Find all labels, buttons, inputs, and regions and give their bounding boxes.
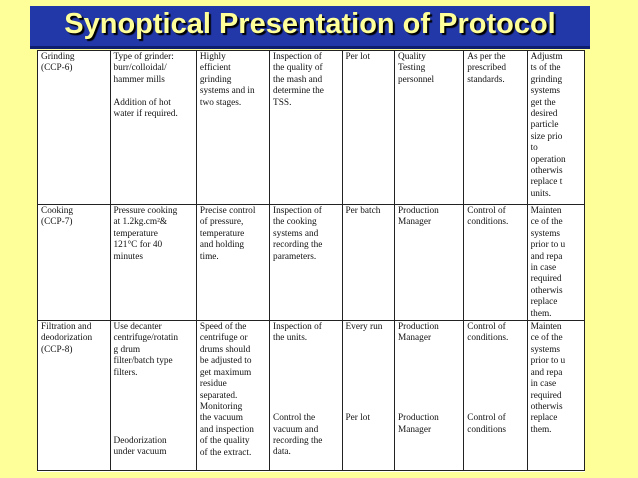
cell-text-line: Highly [199,52,226,62]
cell-text-line: get maximum [199,367,252,378]
cell-spacer [114,402,193,413]
cell-text-line: and repa [530,367,563,378]
cell-text-line: otherwis [530,401,563,412]
cell-spacer [467,390,523,401]
cell-text-line: replace t [530,177,563,188]
cell-text-line: TSS. [273,97,292,108]
cell-spacer [273,402,338,413]
cell-text-line: Inspection of [273,52,322,62]
table-cell [110,51,196,205]
cell-text-line: 121°C for 40 [113,240,163,251]
cell-text-line: Adjustm [530,52,563,62]
cell-text-line: two stages. [199,97,242,108]
cell-text-line: Production [398,413,439,424]
cell-text-line: required [530,274,562,285]
cell-text-line: Cooking [41,206,74,216]
cell-spacer [346,368,392,379]
cell-text-line: standards. [467,74,505,85]
cell-spacer [398,379,460,390]
cell-text-line: Precise control [199,206,256,216]
cell-spacer [398,356,460,367]
cell-text-line: Manager [398,217,432,228]
cell-text-line: Per lot [345,52,371,62]
cell-spacer [273,368,338,379]
cell-text-line: residue [199,379,227,390]
protocol-document [37,50,585,472]
table-cell [196,51,269,205]
table-cell [395,51,464,205]
cell-text-line: the units. [273,333,308,344]
cell-text-line: Control of [467,322,506,333]
cell-spacer [398,368,460,379]
cell-spacer [467,368,523,379]
cell-spacer [273,356,338,367]
cell-text-line: Grinding [41,52,75,62]
cell-text-line: water if required. [113,109,178,120]
cell-spacer [467,379,523,390]
table-row [38,321,585,471]
slide-title: Synoptical Presentation of Protocol [64,8,556,40]
cell-text-line: Production [398,206,439,216]
cell-text-line: Monitoring [199,401,243,412]
cell-text-line: to [530,143,538,154]
cell-text-line: and inspection [199,424,254,435]
table-cell [395,205,464,321]
cell-text-line: Mainten [530,206,562,216]
table-cell [110,321,196,471]
cell-text-line: desired [530,109,558,120]
table-cell [38,51,111,205]
cell-text-line: in case [530,263,557,274]
cell-text-line: systems [530,86,561,97]
cell-text-line: personnel [398,74,435,85]
cell-text-line: drums should [199,344,251,355]
cell-text-line: Quality [398,52,426,62]
cell-text-line: ce of the [530,217,563,228]
table-cell [464,321,527,471]
table-cell [464,205,527,321]
cell-text-line: systems and [273,228,319,239]
cell-text-line: Control the [273,413,316,424]
cell-text-line: (CCP-8) [41,344,73,355]
cell-text-line: minutes [113,251,143,262]
cell-text-line: systems [530,228,561,239]
cell-text-line: time. [199,251,219,262]
table-row [38,51,585,205]
cell-text-line: filter/batch type [113,356,173,367]
table-cell [527,321,584,471]
cell-text-line: be adjusted to [199,356,252,367]
table-cell [270,51,342,205]
cell-text-line: units. [530,188,551,199]
cell-text-line: operation [530,154,566,165]
cell-spacer [346,345,392,356]
table-row [38,205,585,321]
cell-spacer [398,345,460,356]
cell-text-line: determine the [273,86,324,97]
table-cell [395,321,464,471]
cell-text-line: (CCP-6) [41,63,73,74]
cell-spacer [467,356,523,367]
cell-text-line: Pressure cooking [113,206,178,216]
cell-spacer [346,379,392,390]
cell-text-line: systems [530,344,561,355]
cell-text-line: them. [530,424,552,435]
cell-text-line: burr/colloidal/ [113,63,167,74]
cell-spacer [273,379,338,390]
cell-text-line: deodorization [41,333,93,344]
cell-text-line: otherwis [530,285,563,296]
cell-text-line: Per lot [345,413,371,424]
cell-text-line: Use decanter [113,322,162,333]
cell-text-line: prior to u [530,356,566,367]
protocol-table-body [38,51,585,471]
cell-text-line: parameters. [273,251,317,262]
table-cell [110,205,196,321]
cell-text-line: efficient [199,63,231,74]
cell-text-line: temperature [113,228,158,239]
cell-text-line: of the extract. [199,447,252,458]
cell-spacer [346,390,392,401]
cell-text-line: data. [273,447,291,458]
cell-text-line: recording the [273,240,323,251]
cell-text-line: conditions. [467,333,509,344]
cell-text-line: systems and in [199,86,255,97]
cell-spacer [114,86,193,97]
cell-spacer [114,425,193,436]
cell-spacer [398,390,460,401]
cell-text-line: g drum [113,344,141,355]
table-cell [342,321,395,471]
cell-text-line: Control of [467,206,506,216]
table-cell [342,205,395,321]
cell-text-line: Type of grinder: [113,52,174,62]
cell-text-line: Production [398,322,439,333]
cell-text-line: (CCP-7) [41,217,73,228]
cell-text-line: separated. [199,390,238,401]
cell-spacer [346,402,392,413]
table-cell [342,51,395,205]
cell-text-line: centrifuge/rotatin [113,333,179,344]
cell-text-line: the quality of [273,63,323,74]
cell-text-line: Addition of hot [113,97,171,108]
cell-spacer [346,356,392,367]
cell-text-line: As per the [467,52,506,62]
table-cell [38,205,111,321]
table-cell [464,51,527,205]
cell-text-line: get the [530,97,556,108]
cell-spacer [114,390,193,401]
cell-text-line: replace [530,413,558,424]
cell-text-line: hammer mills [113,74,165,85]
cell-text-line: filters. [113,367,138,378]
cell-text-line: Inspection of [273,206,322,216]
table-cell [196,321,269,471]
cell-text-line: temperature [199,228,245,239]
cell-text-line: ce of the [530,333,563,344]
cell-text-line: replace [530,297,558,308]
cell-text-line: Mainten [530,322,562,333]
cell-text-line: ts of the [530,63,561,74]
cell-text-line: grinding [199,74,232,85]
cell-spacer [273,390,338,401]
cell-text-line: vacuum and [273,424,319,435]
cell-text-line: them. [530,308,552,319]
table-cell [527,51,584,205]
cell-text-line: Speed of the [199,322,247,333]
protocol-table [37,50,585,471]
table-cell [196,205,269,321]
cell-spacer [114,379,193,390]
cell-spacer [114,413,193,424]
cell-text-line: Control of [467,413,506,424]
table-cell [38,321,111,471]
cell-spacer [273,345,338,356]
title-bar [30,6,590,49]
cell-text-line: centrifuge or [199,333,248,344]
cell-text-line: Manager [398,424,432,435]
cell-text-line: of the quality [199,436,250,447]
cell-text-line: particle [530,120,559,131]
cell-text-line: Testing [398,63,426,74]
cell-spacer [398,402,460,413]
cell-text-line: and repa [530,251,563,262]
table-cell [270,205,342,321]
cell-text-line: Manager [398,333,432,344]
cell-text-line: in case [530,379,557,390]
cell-text-line: Deodorization [113,436,167,447]
cell-text-line: grinding [530,74,563,85]
cell-text-line: the cooking [273,217,317,228]
cell-text-line: Per batch [345,206,381,216]
cell-text-line: of pressure, [199,217,244,228]
cell-text-line: Filtration and [41,322,92,333]
cell-text-line: Inspection of [273,322,322,333]
cell-text-line: the mash and [273,74,323,85]
cell-text-line: size prio [530,131,563,142]
cell-spacer [346,333,392,344]
cell-text-line: conditions [467,424,507,435]
table-cell [527,205,584,321]
cell-text-line: conditions. [467,217,509,228]
cell-text-line: recording the [273,436,323,447]
cell-text-line: required [530,390,562,401]
cell-spacer [467,345,523,356]
cell-text-line: the vacuum [199,413,244,424]
cell-text-line: at 1.2kg.cm²& [113,217,168,228]
cell-spacer [467,402,523,413]
cell-text-line: prior to u [530,240,566,251]
cell-text-line: and holding [199,240,245,251]
cell-text-line: otherwis [530,166,563,177]
cell-text-line: Every run [345,322,383,333]
cell-text-line: prescribed [467,63,506,74]
table-cell [270,321,342,471]
cell-text-line: under vacuum [113,447,167,458]
